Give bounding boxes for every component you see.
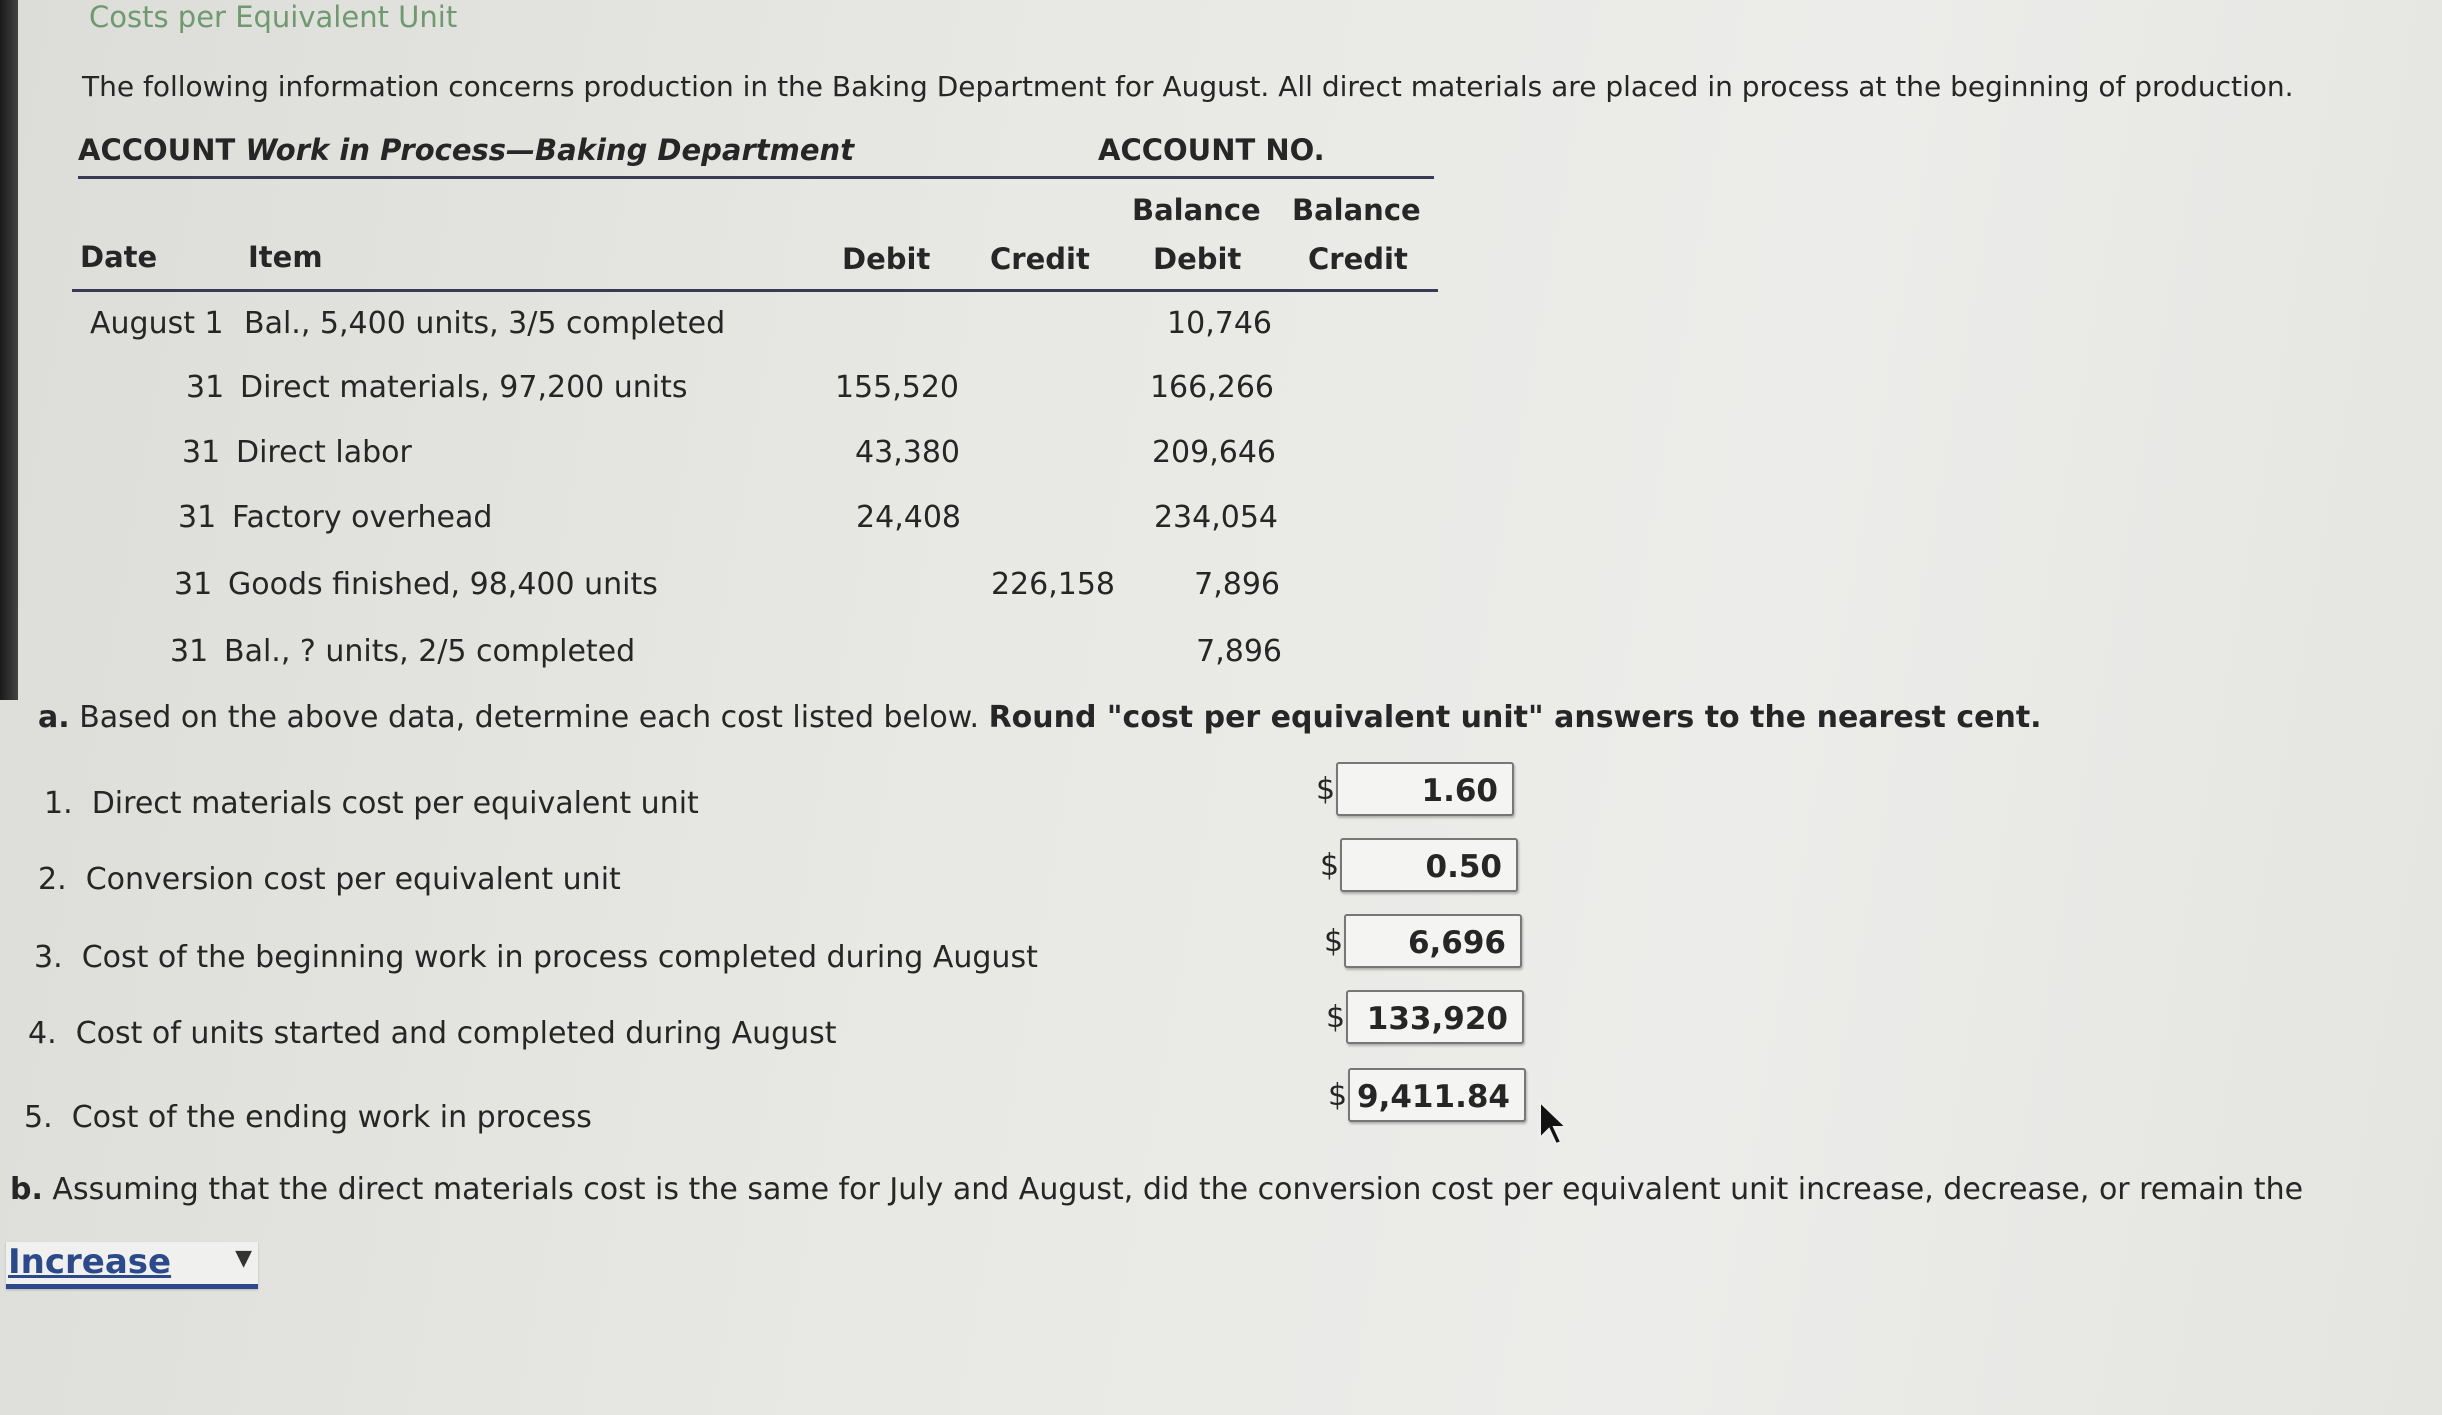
answer-input[interactable]: 0.50 <box>1340 838 1518 892</box>
row-item: Goods finished, 98,400 units <box>228 567 658 602</box>
mouse-cursor-icon <box>1538 1100 1568 1148</box>
currency-symbol: $ <box>1324 924 1344 959</box>
row-debit: 155,520 <box>834 370 959 405</box>
screen-bezel <box>0 0 18 700</box>
part-b-question: b. Assuming that the direct materials cost is the same for July and August, did the conversion cost per equivalent unit increase, decrease, or remain the <box>10 1172 2304 1207</box>
row-item: Direct materials, 97,200 units <box>240 370 688 405</box>
select-value: Increase <box>8 1242 172 1282</box>
row-credit: 226,158 <box>990 567 1115 602</box>
row-balance-debit: 7,896 <box>1194 567 1280 602</box>
row-date: 31 <box>174 567 213 602</box>
question-label: 3. Cost of the beginning work in process completed during August <box>34 940 1038 975</box>
row-item: Direct labor <box>236 435 412 470</box>
account-no-label: ACCOUNT NO. <box>1098 133 1325 167</box>
currency-symbol: $ <box>1326 1000 1346 1035</box>
header-balance-debit: Debit <box>1153 242 1242 276</box>
row-balance-debit: 7,896 <box>1196 634 1282 669</box>
page-title: Costs per Equivalent Unit <box>89 0 458 34</box>
row-debit: 24,408 <box>856 500 961 535</box>
answer-input[interactable]: 9,411.84 <box>1348 1068 1526 1122</box>
row-item: Bal., ? units, 2/5 completed <box>224 634 636 669</box>
header-rule <box>78 176 1434 179</box>
row-balance-debit: 166,266 <box>1149 370 1274 405</box>
question-label: 4. Cost of units started and completed during August <box>28 1016 837 1051</box>
row-date: 31 <box>186 370 225 405</box>
header-balance-debit-top: Balance <box>1132 193 1261 227</box>
row-balance-debit: 234,054 <box>1153 500 1278 535</box>
header-balance-credit-top: Balance <box>1292 193 1421 227</box>
answer-input[interactable]: 6,696 <box>1344 914 1522 968</box>
row-date: 31 <box>170 634 209 669</box>
row-item: Bal., 5,400 units, 3/5 completed <box>244 306 726 341</box>
currency-symbol: $ <box>1320 848 1340 883</box>
part-a-instructions: a. Based on the above data, determine each cost listed below. Round "cost per equivalent unit" answers to the nearest cent. <box>38 700 2042 735</box>
row-balance-debit: 209,646 <box>1151 435 1276 470</box>
header-item: Item <box>248 240 323 274</box>
row-balance-debit: 10,746 <box>1167 306 1272 341</box>
header-credit: Credit <box>990 242 1090 276</box>
intro-text: The following information concerns production in the Baking Department for August. All direct materials are placed in process at the beginning of production. <box>82 70 2294 103</box>
row-item: Factory overhead <box>232 500 493 535</box>
header-balance-credit: Credit <box>1308 242 1408 276</box>
account-label: ACCOUNT Work in Process—Baking Department <box>78 133 855 167</box>
header-date: Date <box>80 240 158 274</box>
question-label: 2. Conversion cost per equivalent unit <box>38 862 621 897</box>
header-debit: Debit <box>842 242 931 276</box>
row-date: August 1 <box>90 306 224 341</box>
row-date: 31 <box>182 435 221 470</box>
answer-input[interactable]: 1.60 <box>1336 762 1514 816</box>
table-rule <box>72 289 1438 292</box>
currency-symbol: $ <box>1316 772 1336 807</box>
question-label: 5. Cost of the ending work in process <box>24 1100 592 1135</box>
dropdown-arrow-icon: ▼ <box>235 1246 252 1271</box>
row-date: 31 <box>178 500 217 535</box>
answer-input[interactable]: 133,920 <box>1346 990 1524 1044</box>
currency-symbol: $ <box>1328 1078 1348 1113</box>
question-label: 1. Direct materials cost per equivalent unit <box>44 786 699 821</box>
row-debit: 43,380 <box>855 435 960 470</box>
part-b-answer-select[interactable] <box>6 1242 258 1289</box>
